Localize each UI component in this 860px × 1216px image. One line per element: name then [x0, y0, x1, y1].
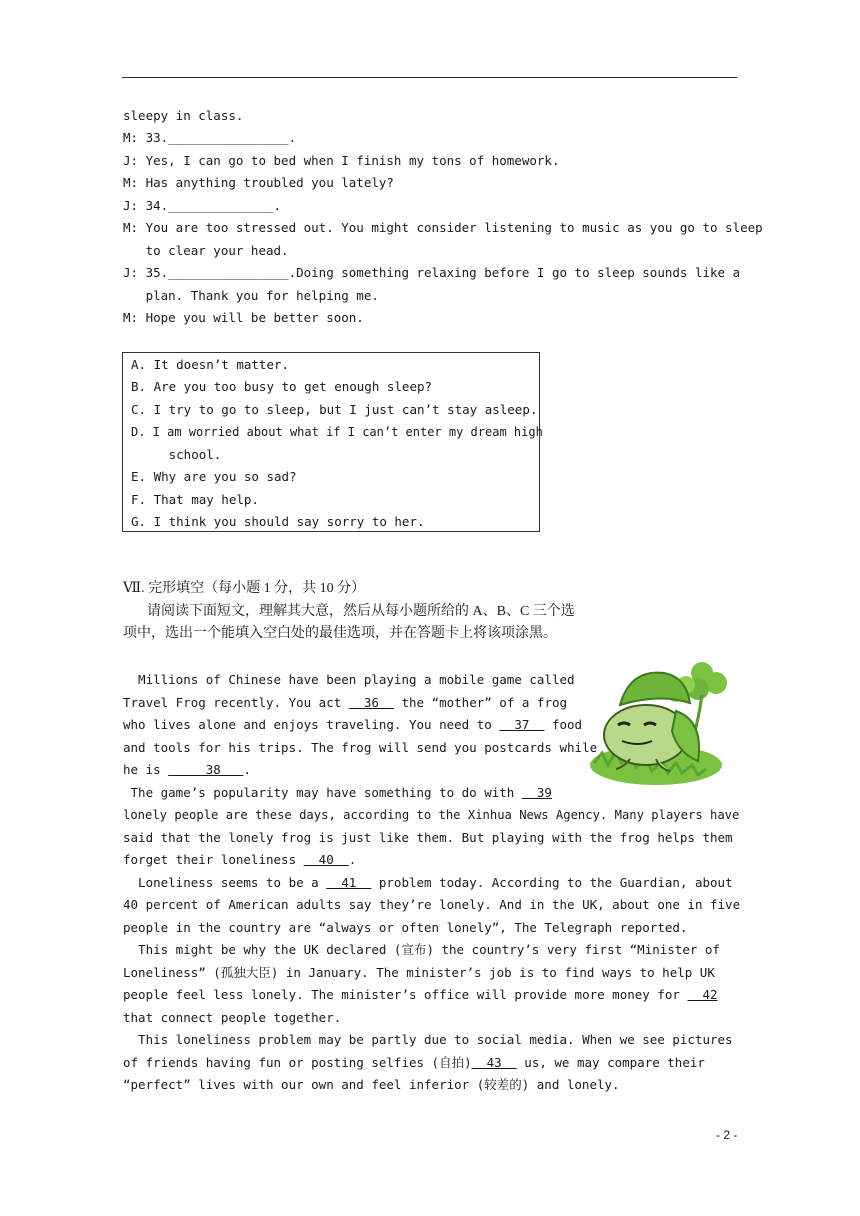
passage-line — [123, 872, 733, 894]
passage-text: . — [243, 762, 251, 777]
passage-line — [123, 1052, 705, 1074]
passage-line — [123, 714, 582, 736]
blank-36: 36 — [348, 695, 394, 710]
page-number: - 2 - — [716, 1128, 738, 1142]
dialogue-line: M: Has anything troubled you lately? — [123, 175, 394, 190]
instruction-line: 请阅读下面短文，理解其大意，然后从每小题所给的 A、B、C 三个选 — [147, 604, 575, 619]
passage-line — [123, 984, 718, 1006]
passage-text: the “mother” of a frog — [393, 695, 568, 710]
passage-text: Travel Frog recently. You act — [123, 695, 349, 710]
dialogue-line: M: You are too stressed out. You might consider listening to music as you go to sleep — [123, 220, 763, 235]
passage-line: Loneliness” (孤独大臣) in January. The minister’s job is to find ways to help UK — [123, 965, 715, 980]
option-d-cont: school. — [131, 447, 222, 462]
option-a: A. It doesn’t matter. — [131, 357, 290, 372]
passage-line: people in the country are “always or often lonely”, The Telegraph reported. — [123, 920, 688, 935]
passage-text: Loneliness seems to be a — [123, 875, 327, 890]
options-box — [122, 352, 543, 532]
passage-line — [123, 692, 567, 714]
passage-line: “perfect” lives with our own and feel inferior (较差的) and lonely. — [123, 1077, 620, 1092]
passage-line — [123, 849, 356, 871]
blank-42: 42 — [687, 987, 718, 1002]
header-rule — [122, 77, 737, 78]
passage-text: . — [348, 852, 357, 867]
dialogue-line: plan. Thank you for helping me. — [123, 288, 379, 303]
option-d: D. I am worried about what if I can’t enter my dream high — [131, 425, 543, 439]
passage-line — [123, 759, 251, 781]
passage-text: problem today. According to the Guardian, about — [371, 875, 733, 890]
instruction-line: 项中，选出一个能填入空白处的最佳选项，并在答题卡上将该项涂黑。 — [123, 626, 557, 641]
blank-37: 37 — [499, 717, 545, 732]
passage-line: said that the lonely frog is just like them. But playing with the frog helps them — [123, 830, 733, 845]
passage-line: that connect people together. — [123, 1010, 342, 1025]
passage-line: Millions of Chinese have been playing a mobile game called — [123, 672, 575, 687]
passage-text: The game’s popularity may have something to do with — [123, 785, 522, 800]
dialogue-line: J: 34.______________. — [123, 198, 282, 213]
passage-text: of friends having fun or posting selfies (自拍) — [123, 1055, 472, 1070]
blank-40: 40 — [303, 852, 349, 867]
dialogue-line: to clear your head. — [123, 243, 289, 258]
passage-line — [123, 782, 552, 804]
dialogue-line: M: Hope you will be better soon. — [123, 310, 364, 325]
option-c: C. I try to go to sleep, but I just can’t stay asleep. — [131, 402, 538, 417]
blank-41: 41 — [326, 875, 372, 890]
option-b: B. Are you too busy to get enough sleep? — [131, 379, 433, 394]
passage-line: This might be why the UK declared (宣布) the country’s very first “Minister of — [123, 942, 720, 957]
passage-line: and tools for his trips. The frog will send you postcards while — [123, 740, 598, 755]
option-e: E. Why are you so sad? — [131, 469, 297, 484]
blank-43: 43 — [471, 1055, 517, 1070]
passage-text: food — [544, 717, 583, 732]
passage-text: forget their loneliness — [123, 852, 304, 867]
passage-line: 40 percent of American adults say they’re lonely. And in the UK, about one in five — [123, 897, 741, 912]
passage-text: who lives alone and enjoys traveling. You need to — [123, 717, 500, 732]
passage-text: us, we may compare their — [516, 1055, 705, 1070]
section-heading: Ⅶ. 完形填空（每小题 1 分，共 10 分） — [123, 581, 366, 596]
dialogue-line: M: 33.________________. — [123, 130, 297, 145]
dialogue-line: sleepy in class. — [123, 108, 244, 123]
option-g: G. I think you should say sorry to her. — [131, 514, 425, 529]
passage-line: lonely people are these days, according to the Xinhua News Agency. Many players have — [123, 808, 740, 822]
option-f: F. That may help. — [131, 492, 259, 507]
frog-illustration — [590, 655, 738, 791]
passage-text: he is — [123, 762, 169, 777]
passage-line: This loneliness problem may be partly due to social media. When we see pictures — [123, 1032, 733, 1047]
passage-text: people feel less lonely. The minister’s office will provide more money for — [123, 987, 688, 1002]
blank-39: 39 — [521, 785, 552, 800]
dialogue-line: J: Yes, I can go to bed when I finish my tons of homework. — [123, 153, 560, 168]
blank-38: 38 — [168, 762, 244, 777]
dialogue-line: J: 35.________________.Doing something relaxing before I go to sleep sounds like a — [123, 265, 741, 280]
